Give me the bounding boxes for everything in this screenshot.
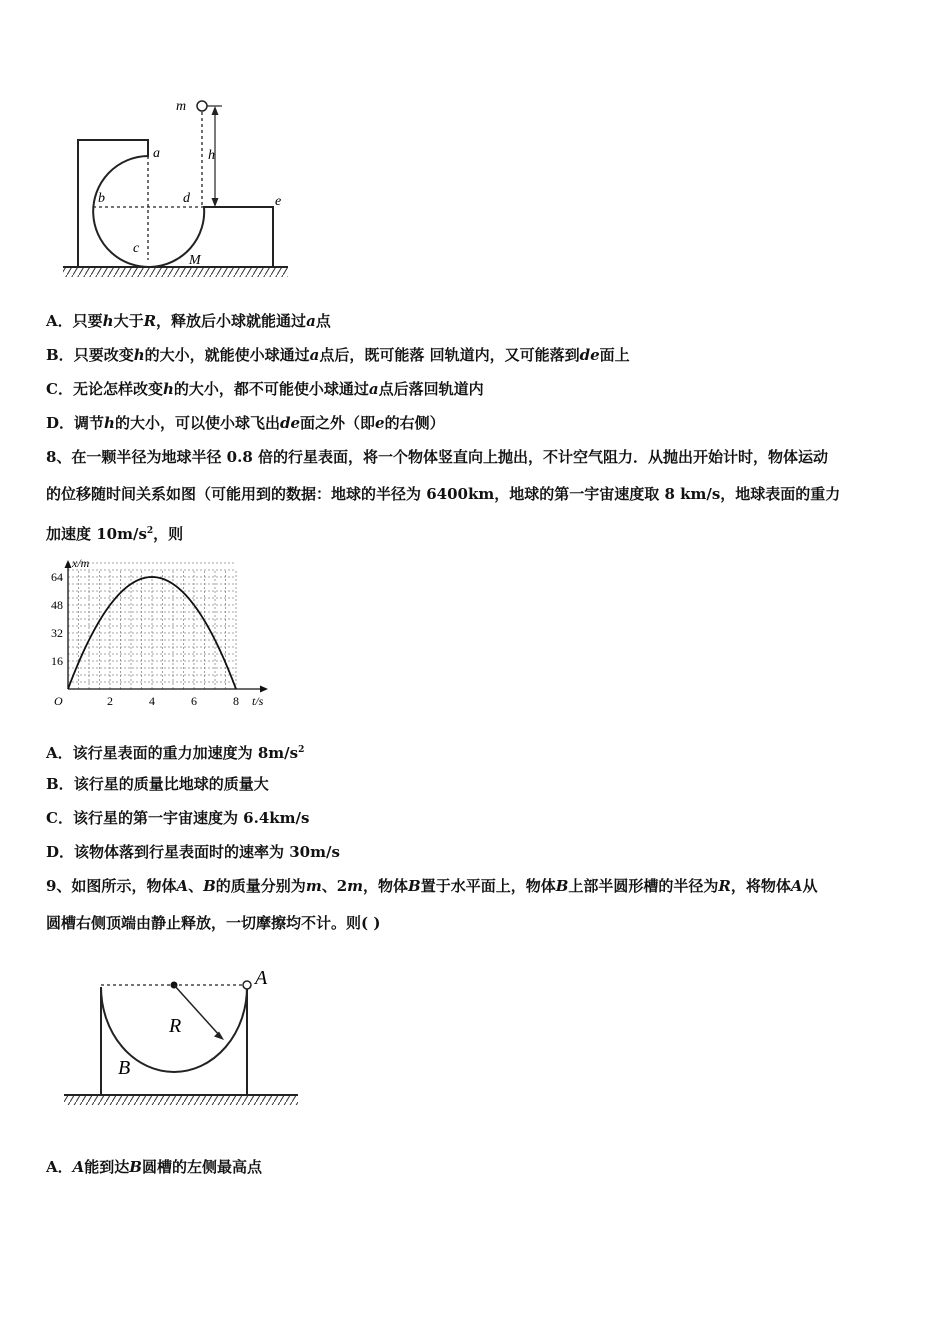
text-part: 的大小，可以使小球飞出 — [114, 414, 280, 432]
superscript: 2 — [146, 526, 154, 536]
text-part: 的质量分别为 — [215, 877, 306, 895]
y-axis-arrow — [65, 560, 72, 568]
text-part: 该行星的第一宇宙速度为 6.4km/s — [72, 809, 310, 827]
var-de: de — [579, 346, 600, 364]
var-R: R — [718, 877, 731, 895]
option-letter: A． — [46, 744, 73, 762]
var-e: e — [375, 414, 385, 432]
displacement-time-chart — [40, 550, 280, 715]
var-R: R — [143, 312, 157, 330]
y-tick-label: 16 — [51, 654, 63, 668]
q7-option-d[interactable] — [46, 413, 445, 433]
var-h: h — [102, 312, 114, 330]
text-part: 点 — [315, 312, 331, 330]
option-letter: C． — [46, 380, 73, 398]
text-part: 点后落回轨道内 — [378, 380, 484, 398]
text-part: ，物体 — [363, 877, 409, 895]
option-letter: A． — [46, 312, 73, 330]
label-h: h — [208, 148, 215, 163]
text-part: 加速度 10m/s — [46, 525, 147, 543]
x-tick-label: 4 — [149, 694, 155, 708]
q8-stem-line-2: 的位移随时间关系如图（可能用到的数据：地球的半径为 6400km，地球的第一宇宙速度取 8 km/s，地球表面的重力 — [46, 485, 841, 503]
option-letter: B． — [46, 775, 74, 793]
text-part: ，将物体 — [730, 877, 791, 895]
q7-option-a[interactable] — [46, 311, 331, 331]
label-b: b — [98, 191, 105, 206]
var-de: de — [279, 414, 300, 432]
label-A: A — [255, 967, 268, 989]
text-part: 能到达 — [84, 1158, 130, 1176]
q8-option-a[interactable] — [46, 740, 304, 763]
x-tick-label: 2 — [107, 694, 113, 708]
q7-option-c[interactable] — [46, 379, 484, 399]
text-part: 上部半圆形槽的半径为 — [568, 877, 719, 895]
q9-option-a[interactable] — [46, 1157, 262, 1177]
var-a: a — [368, 380, 379, 398]
text-part: 只要 — [72, 312, 103, 330]
var-h: h — [133, 346, 145, 364]
text-part: 的右侧） — [384, 414, 445, 432]
text-part: 大于 — [113, 312, 144, 330]
label-M: M — [189, 253, 201, 268]
q8-option-c[interactable] — [46, 808, 309, 828]
track-loop-figure — [55, 95, 300, 285]
var-m: m — [305, 877, 322, 895]
x-axis-label: t/s — [252, 694, 264, 708]
label-m: m — [176, 99, 187, 114]
var-A: A — [72, 1158, 85, 1176]
x-tick-label: 6 — [191, 694, 197, 708]
y-axis-label: x/m — [72, 556, 90, 570]
text-part: ，则 — [153, 525, 184, 543]
text-part: 从 — [802, 877, 818, 895]
x-tick-label: 8 — [233, 694, 239, 708]
option-letter: A． — [46, 1158, 73, 1176]
option-letter: C． — [46, 809, 73, 827]
q8-option-b[interactable] — [46, 774, 269, 794]
label-B: B — [118, 1057, 131, 1079]
q9-stem-line-1 — [46, 876, 818, 896]
q8-stem-line-1: 8、在一颗半径为地球半径 0.8 倍的行星表面，将一个物体竖直向上抛出，不计空气阻力．从抛出开始计时，物体运动 — [46, 448, 828, 466]
var-B: B — [129, 1158, 142, 1176]
superscript: 2 — [298, 745, 305, 755]
text-part: 9、如图所示，物体 — [46, 877, 177, 895]
q8-option-d[interactable] — [46, 842, 340, 862]
var-a: a — [309, 346, 320, 364]
var-B: B — [408, 877, 421, 895]
text-part: 的大小，都不可能使小球通过 — [173, 380, 369, 398]
text-part: 点后，既可能落 回轨道内，又可能落到 — [319, 346, 580, 364]
text-part: 调节 — [74, 414, 105, 432]
text-part: 该物体落到行星表面时的速率为 30m/s — [74, 843, 340, 861]
var-h: h — [162, 380, 174, 398]
q7-option-b[interactable] — [46, 345, 630, 365]
var-a: a — [306, 312, 316, 330]
label-c: c — [133, 241, 140, 256]
text-part: 的大小，就能使小球通过 — [144, 346, 310, 364]
text-part: 置于水平面上，物体 — [420, 877, 556, 895]
text-part: 面上 — [599, 346, 630, 364]
q9-stem-line-2: 圆槽右侧顶端由静止释放，一切摩擦均不计。则( ) — [46, 914, 381, 932]
text-part: 只要改变 — [73, 346, 134, 364]
text-part: 圆槽的左侧最高点 — [141, 1158, 262, 1176]
text-part: 面之外（即 — [300, 414, 376, 432]
text-part: ，释放后小球就能通过 — [156, 312, 307, 330]
text-part: 无论怎样改变 — [72, 380, 163, 398]
text-part: 该行星表面的重力加速度为 8m/s — [72, 744, 299, 762]
text-part: 、 — [188, 877, 204, 895]
label-R: R — [169, 1015, 182, 1037]
y-tick-label: 32 — [51, 626, 63, 640]
var-h: h — [104, 414, 115, 432]
var-A: A — [790, 877, 803, 895]
label-a: a — [153, 146, 160, 161]
option-letter: D． — [46, 843, 75, 861]
q8-stem-line-3 — [46, 521, 183, 544]
y-tick-label: 48 — [51, 598, 63, 612]
x-axis-arrow — [260, 686, 268, 693]
var-A: A — [176, 877, 189, 895]
label-d: d — [183, 191, 190, 206]
text-part: 、2 — [321, 877, 348, 895]
var-B: B — [203, 877, 216, 895]
y-tick-label: 64 — [51, 570, 63, 584]
var-B: B — [555, 877, 569, 895]
origin-label: O — [54, 694, 63, 708]
var-m: m — [347, 877, 363, 895]
text-part: 该行星的质量比地球的质量大 — [73, 775, 269, 793]
option-letter: D． — [46, 414, 75, 432]
option-letter: B． — [46, 346, 74, 364]
semicircle-groove-figure — [58, 962, 308, 1107]
label-e: e — [275, 194, 282, 209]
